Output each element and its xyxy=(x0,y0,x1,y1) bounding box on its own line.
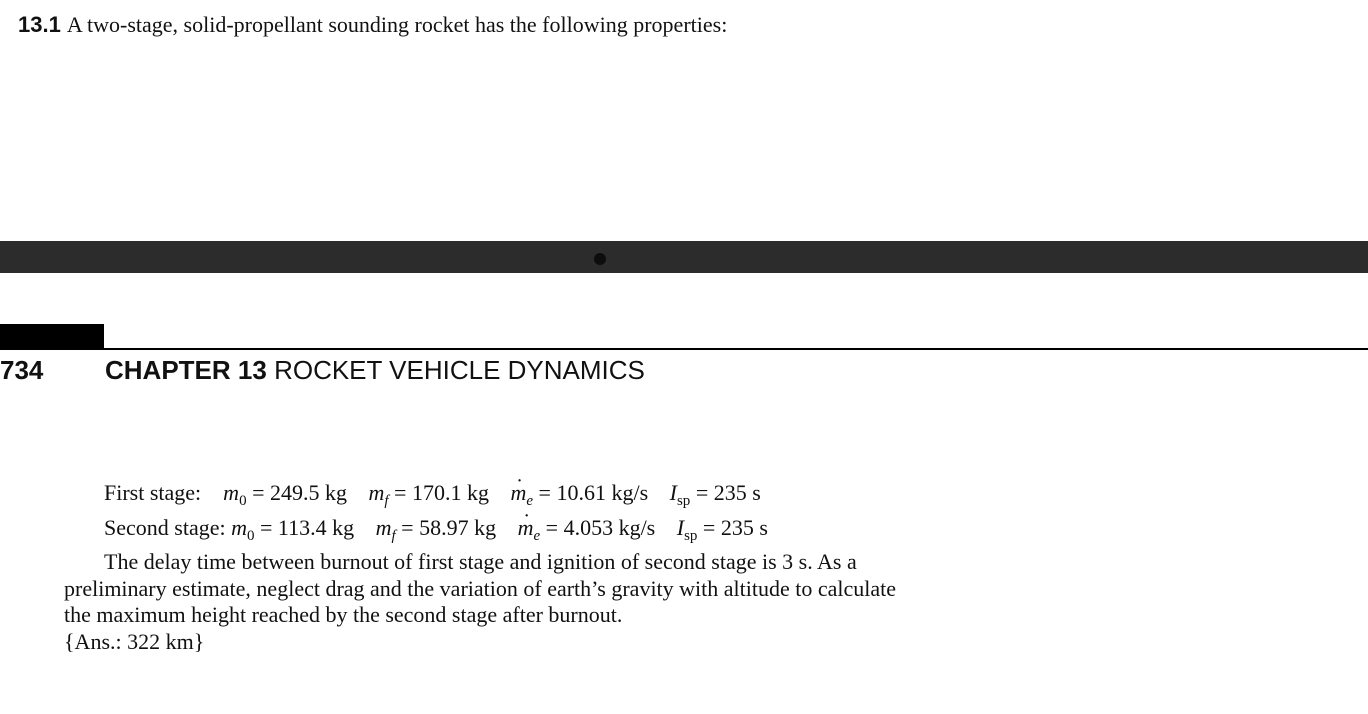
stage-mf: 58.97 kg xyxy=(419,514,497,540)
stage-isp: 235 s xyxy=(720,514,768,540)
stage-mf: 170.1 kg xyxy=(411,480,489,505)
page-break-band xyxy=(0,241,1368,273)
paragraph-line-1: The delay time between burnout of first stage and ignition of second stage is 3 s. As a xyxy=(104,549,857,574)
stage-isp: 235 s xyxy=(713,480,761,505)
stage-mdot: 4.053 kg/s xyxy=(563,514,656,540)
stage-line-1: First stage: $m_0 = 249.5$ kg $m_f = 170.1$ kg m $̇_e = 10.61$ kg/s $I_{sp} = 235$ s xyxy=(64,480,896,515)
stage-line-2: Second stage: $m_0 = 113.4$ kg $m_f = 58.97$ kg m $̇_e = 4.053$ kg/s $I_{sp} = 235$ s xyxy=(64,515,896,550)
stage-label: First stage: xyxy=(104,480,202,505)
stage-label: Second stage: xyxy=(104,514,226,540)
paragraph-line-2: preliminary estimate, neglect drag and the variation of earth’s gravity with altitude to calculate xyxy=(64,575,897,601)
stage-mdot: 10.61 kg/s xyxy=(556,480,649,505)
stage-m0: 113.4 kg xyxy=(277,514,355,540)
problem-intro-text: A two-stage, solid-propellant sounding rocket has the following properties: xyxy=(66,12,728,37)
paragraph-line-3: the maximum height reached by the second stage after burnout. xyxy=(64,602,623,627)
answer-text: {Ans.: 322 km} xyxy=(64,628,205,654)
running-header xyxy=(0,355,645,386)
header-rule xyxy=(0,348,1368,350)
problem-statement-top xyxy=(18,12,727,38)
stage-m0: 249.5 kg xyxy=(269,480,347,505)
chapter-title: ROCKET VEHICLE DYNAMICS xyxy=(274,355,645,385)
page-tab-marker xyxy=(0,324,104,348)
band-dot xyxy=(594,253,606,265)
problem-number: 13.1 xyxy=(18,12,61,37)
chapter-label: CHAPTER 13 xyxy=(105,355,267,385)
problem-body xyxy=(64,480,896,655)
page-number: 734 xyxy=(0,355,44,385)
